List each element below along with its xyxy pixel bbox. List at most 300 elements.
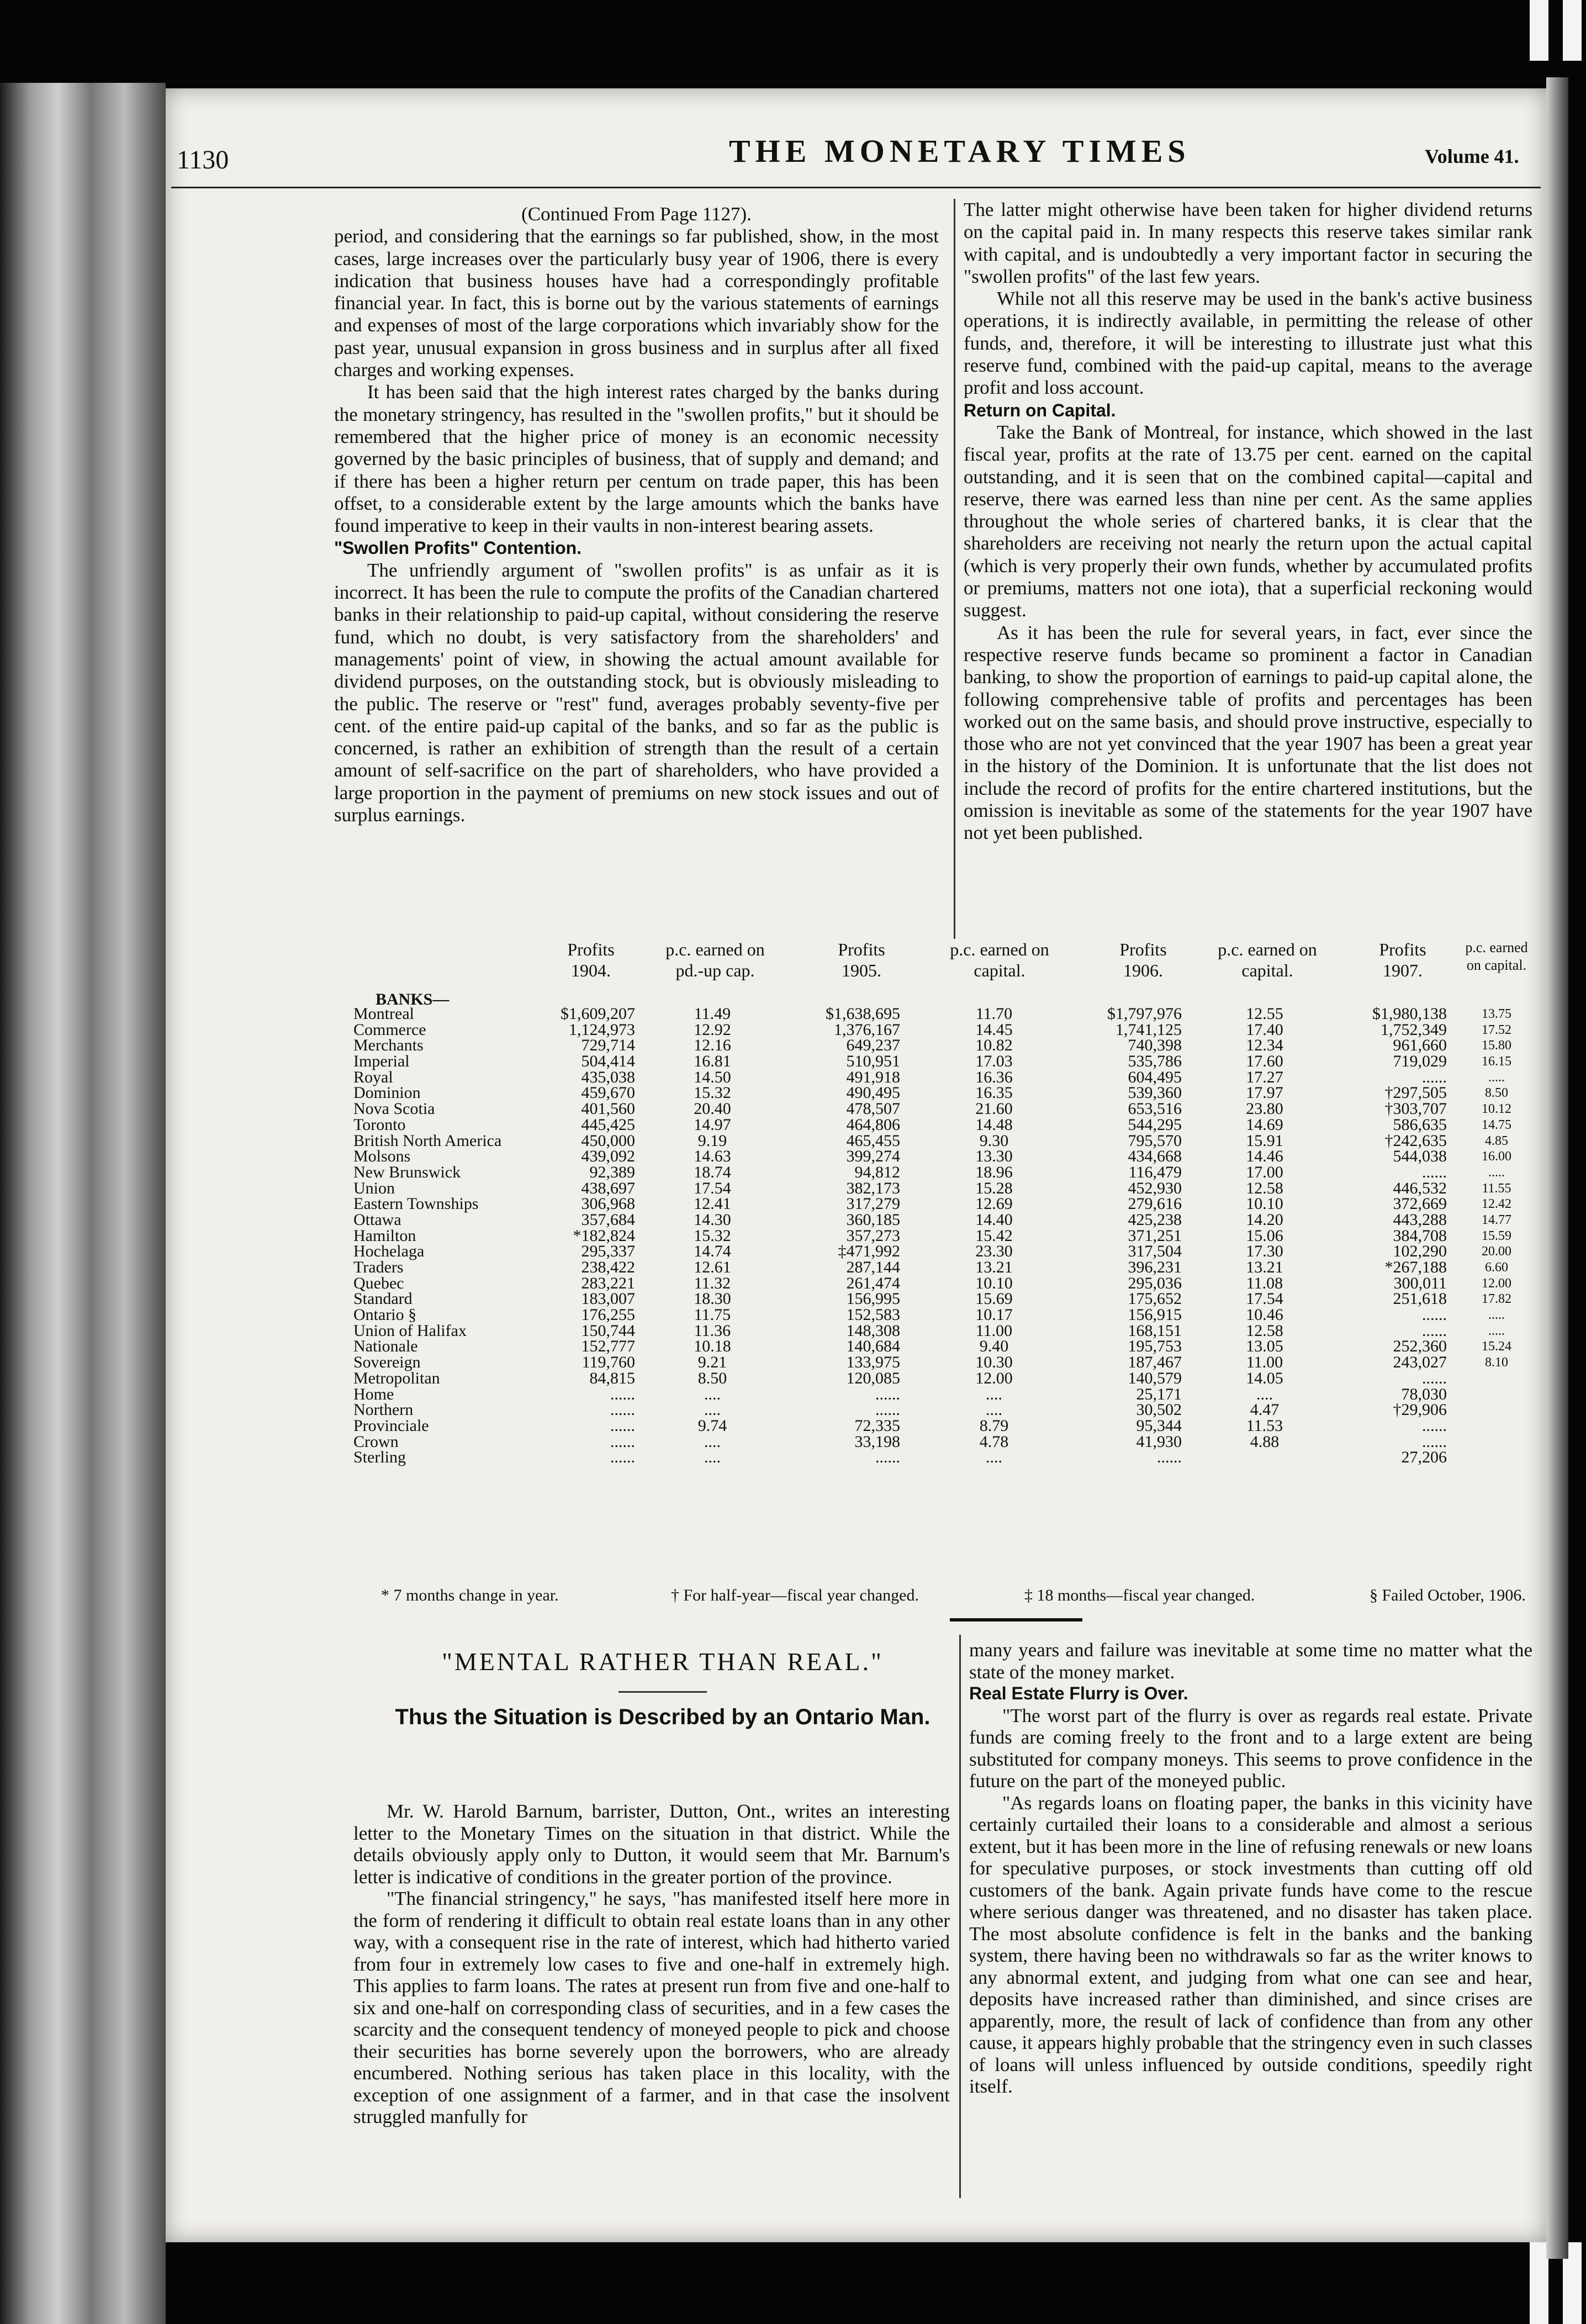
table-cell: 9.30 bbox=[979, 1131, 1009, 1150]
page-edge-shadow bbox=[1546, 77, 1568, 2259]
column-rule bbox=[959, 1635, 961, 2198]
banks-label: BANKS— bbox=[376, 990, 450, 1008]
paragraph: The unfriendly argument of "swollen profits" is as unfair as it is incorrect. It has been the rule to compute the profits of the Canadian chartered banks in their relationship to paid-up capital, without considering the reserve fund, which no doubt, is very satisfactory from the shareholders' and managements' point of view, in showing the actual amount available for dividend purposes, on the outstanding stock, but is obviously misleading to the public. The reserve or "rest" fund, averages probably seventy-five per cent. of the entire paid-up capital of the banks, and so far as the public is concerned, is rather an exhibition of strength than the result of a certain amount of self-sacrifice on the part of shareholders, who have provided a large proportion in the payment of premiums on new stock issues and out of surplus earnings. bbox=[334, 559, 939, 826]
table-cell: 11.55 bbox=[1482, 1181, 1511, 1196]
table-cell: 961,660 bbox=[1393, 1036, 1447, 1055]
table-cell: 13.05 bbox=[1246, 1337, 1283, 1356]
table-cell: 102,290 bbox=[1393, 1242, 1447, 1261]
table-cell: 4.78 bbox=[979, 1432, 1009, 1451]
table-cell: 183,007 bbox=[581, 1290, 635, 1308]
table-cell: 535,786 bbox=[1128, 1052, 1182, 1071]
table-cell: 452,930 bbox=[1128, 1179, 1182, 1197]
table-cell: 16.15 bbox=[1482, 1054, 1511, 1069]
table-cell: ...... bbox=[610, 1448, 635, 1467]
table-cell: 4.47 bbox=[1250, 1401, 1280, 1419]
table-cell: ...... bbox=[1422, 1163, 1447, 1181]
paragraph: The latter might otherwise have been taken for higher dividend returns on the capital paid in. In many respects this reserve takes similar rank with capital, and is undoubtedly a very important factor in securing the "swollen profits" of the last few years. bbox=[964, 199, 1532, 287]
table-cell: 357,684 bbox=[581, 1210, 635, 1229]
table-cell: 1,752,349 bbox=[1381, 1020, 1447, 1039]
table-cell: 357,273 bbox=[846, 1226, 900, 1245]
paragraph: As it has been the rule for several years, in fact, ever since the respective reserve funds became so prominent a factor in Canadian banking, to show the proportion of earnings to paid-up capital alone, the following comprehensive table of profits and percentages has been worked out on the same basis, and should prove instructive, especially to those who are not yet convinced that the year 1907 has been a great year in the history of the Dominion. It is unfortunate that the list does not include the record of profits for the entire chartered institutions, but the omission is inevitable as some of the statements for the year 1907 have not yet been published. bbox=[964, 621, 1532, 844]
table-cell: 15.69 bbox=[975, 1290, 1013, 1308]
table-cell: 13.21 bbox=[1246, 1258, 1283, 1276]
table-cell: 13.30 bbox=[975, 1147, 1013, 1166]
table-cell: Metropolitan bbox=[353, 1369, 440, 1387]
table-cell: 17.82 bbox=[1482, 1292, 1511, 1307]
table-cell: British North America bbox=[353, 1131, 502, 1150]
table-cell: 92,389 bbox=[589, 1163, 635, 1181]
table-cell: 504,414 bbox=[581, 1052, 635, 1071]
table-header: Profits 1907. bbox=[1379, 939, 1426, 980]
table-cell: 9.21 bbox=[697, 1353, 727, 1372]
table-column-pc-1907 bbox=[1463, 1006, 1530, 1466]
table-cell: 10.30 bbox=[975, 1353, 1013, 1372]
ornament-divider bbox=[950, 1618, 1082, 1621]
table-cell: Montreal bbox=[353, 1005, 414, 1023]
table-cell: 12.92 bbox=[694, 1020, 731, 1039]
left-column bbox=[334, 203, 939, 826]
table-cell: 195,753 bbox=[1128, 1337, 1182, 1356]
scanner-binding-strip bbox=[0, 83, 166, 2324]
table-cell: 10.82 bbox=[975, 1036, 1013, 1055]
table-cell: 12.61 bbox=[694, 1258, 731, 1276]
table-cell: 15.32 bbox=[694, 1226, 731, 1245]
table-cell: .... bbox=[704, 1448, 721, 1467]
table-cell: †297,505 bbox=[1384, 1084, 1447, 1102]
table-cell: 12.55 bbox=[1246, 1005, 1283, 1023]
table-cell: 21.60 bbox=[975, 1100, 1013, 1118]
table-cell: 17.52 bbox=[1482, 1022, 1511, 1037]
table-cell: Crown bbox=[353, 1432, 399, 1451]
table-cell: 14.48 bbox=[975, 1115, 1013, 1134]
table-cell: 17.00 bbox=[1246, 1163, 1283, 1181]
table-cell: Hochelaga bbox=[353, 1242, 425, 1261]
table-cell: 719,029 bbox=[1393, 1052, 1447, 1071]
table-cell: 14.69 bbox=[1246, 1115, 1283, 1134]
article-right-column bbox=[969, 1639, 1532, 2098]
table-cell: ..... bbox=[1488, 1323, 1505, 1338]
volume-label: Volume 41. bbox=[1425, 145, 1519, 167]
table-cell: Standard bbox=[353, 1290, 413, 1308]
table-cell: Northern bbox=[353, 1401, 414, 1419]
table-cell: 148,308 bbox=[846, 1321, 900, 1340]
table-cell: .... bbox=[1256, 1385, 1273, 1403]
table-cell: 10.46 bbox=[1246, 1306, 1283, 1324]
table-cell: 740,398 bbox=[1128, 1036, 1182, 1055]
table-cell: 133,975 bbox=[846, 1353, 900, 1372]
table-cell: 306,968 bbox=[581, 1195, 635, 1213]
table-cell: ...... bbox=[610, 1416, 635, 1435]
table-cell: 8.79 bbox=[979, 1416, 1009, 1435]
table-cell: 16.81 bbox=[694, 1052, 731, 1071]
table-cell: 13.75 bbox=[1482, 1007, 1511, 1021]
table-cell: 9.19 bbox=[697, 1131, 727, 1150]
table-column-bank bbox=[353, 1006, 552, 1466]
continued-note: (Continued From Page 1127). bbox=[521, 203, 752, 225]
table-cell: Union bbox=[353, 1179, 395, 1197]
table-cell: 279,616 bbox=[1128, 1195, 1182, 1213]
table-cell: 12.58 bbox=[1246, 1321, 1283, 1340]
paragraph: "The worst part of the flurry is over as regards real estate. Private funds are coming freely to the front and to a large extent are being substituted for company moneys. This seems to prove confidence in the future on the part of the moneyed public. bbox=[969, 1704, 1532, 1792]
table-cell: 187,467 bbox=[1128, 1353, 1182, 1372]
table-cell: 14.20 bbox=[1246, 1210, 1283, 1229]
table-cell: 12.41 bbox=[694, 1195, 731, 1213]
table-cell: Provinciale bbox=[353, 1416, 429, 1435]
table-cell: 544,295 bbox=[1128, 1115, 1182, 1134]
table-cell: .... bbox=[986, 1385, 1002, 1403]
table-cell: 14.50 bbox=[694, 1068, 731, 1086]
table-cell: 251,618 bbox=[1393, 1290, 1447, 1308]
table-note: ‡ 18 months—fiscal year changed. bbox=[1024, 1586, 1255, 1604]
table-header: p.c. earned on capital. bbox=[1465, 939, 1528, 973]
table-cell: 371,251 bbox=[1128, 1226, 1182, 1245]
table-cell: Merchants bbox=[353, 1036, 424, 1055]
table-column-pc-1906 bbox=[1220, 1006, 1309, 1466]
table-cell: 539,360 bbox=[1128, 1084, 1182, 1102]
right-column bbox=[964, 199, 1532, 844]
table-cell: 14.45 bbox=[975, 1020, 1013, 1039]
table-cell: 396,231 bbox=[1128, 1258, 1182, 1276]
table-cell: Quebec bbox=[353, 1274, 404, 1292]
table-cell: 438,697 bbox=[581, 1179, 635, 1197]
section-subhead: "Swollen Profits" Contention. bbox=[334, 538, 582, 558]
table-cell: *182,824 bbox=[573, 1226, 635, 1245]
table-cell: 317,504 bbox=[1128, 1242, 1182, 1261]
table-cell: 446,532 bbox=[1393, 1179, 1447, 1197]
table-cell: 14.30 bbox=[694, 1210, 731, 1229]
table-cell: 544,038 bbox=[1393, 1147, 1447, 1166]
table-cell: 23.30 bbox=[975, 1242, 1013, 1261]
table-cell: 16.00 bbox=[1482, 1149, 1511, 1164]
table-cell: 11.53 bbox=[1246, 1416, 1283, 1435]
table-cell: 17.54 bbox=[1246, 1290, 1283, 1308]
table-cell bbox=[1220, 1450, 1309, 1466]
table-header: p.c. earned on pd.-up cap. bbox=[665, 939, 765, 980]
table-cell: 243,027 bbox=[1393, 1353, 1447, 1372]
table-cell: 439,092 bbox=[581, 1147, 635, 1166]
table-cell: 490,495 bbox=[846, 1084, 900, 1102]
table-cell: 283,221 bbox=[581, 1274, 635, 1292]
table-cell: ...... bbox=[610, 1401, 635, 1419]
table-cell: Dominion bbox=[353, 1084, 421, 1102]
table-cell: 18.30 bbox=[694, 1290, 731, 1308]
table-cell: 140,579 bbox=[1128, 1369, 1182, 1387]
table-cell: 464,806 bbox=[846, 1115, 900, 1134]
table-cell: Traders bbox=[353, 1258, 404, 1276]
table-cell: 15.80 bbox=[1482, 1038, 1511, 1053]
table-cell: 11.00 bbox=[975, 1321, 1013, 1340]
table-cell: New Brunswick bbox=[353, 1163, 461, 1181]
table-cell: 15.42 bbox=[975, 1226, 1013, 1245]
table-cell: 729,714 bbox=[581, 1036, 635, 1055]
table-cell: 450,000 bbox=[581, 1131, 635, 1150]
table-cell: 14.77 bbox=[1482, 1212, 1511, 1227]
column-rule bbox=[954, 199, 955, 939]
table-cell: 399,274 bbox=[846, 1147, 900, 1166]
table-cell: 9.40 bbox=[979, 1337, 1009, 1356]
table-cell: Ottawa bbox=[353, 1210, 401, 1229]
table-cell: 491,918 bbox=[846, 1068, 900, 1086]
table-cell: 23.80 bbox=[1246, 1100, 1283, 1118]
table-cell: Royal bbox=[353, 1068, 393, 1086]
table-cell: ..... bbox=[1488, 1165, 1505, 1180]
table-cell: 25,171 bbox=[1136, 1385, 1182, 1403]
table-cell: ...... bbox=[1422, 1321, 1447, 1340]
table-cell: 140,684 bbox=[846, 1337, 900, 1356]
table-cell: 8.50 bbox=[697, 1369, 727, 1387]
table-cell: 295,337 bbox=[581, 1242, 635, 1261]
table-cell: $1,638,695 bbox=[826, 1005, 900, 1023]
table-cell: 12.42 bbox=[1482, 1197, 1511, 1212]
table-cell: ...... bbox=[1422, 1416, 1447, 1435]
table-cell: 401,560 bbox=[581, 1100, 635, 1118]
table-cell: 435,038 bbox=[581, 1068, 635, 1086]
table-cell: Imperial bbox=[353, 1052, 410, 1071]
table-cell: Toronto bbox=[353, 1115, 406, 1134]
section-subhead: Return on Capital. bbox=[964, 400, 1116, 420]
table-cell: 78,030 bbox=[1401, 1385, 1447, 1403]
table-column-profits-1906 bbox=[1088, 1006, 1182, 1466]
table-cell: 12.00 bbox=[1482, 1276, 1511, 1291]
table-cell: Eastern Townships bbox=[353, 1195, 479, 1213]
table-cell: Sovereign bbox=[353, 1353, 421, 1372]
table-cell: 15.28 bbox=[975, 1179, 1013, 1197]
table-cell: 119,760 bbox=[581, 1353, 635, 1372]
table-cell: 317,279 bbox=[846, 1195, 900, 1213]
table-cell: 8.10 bbox=[1485, 1355, 1508, 1370]
table-cell: 434,668 bbox=[1128, 1147, 1182, 1166]
table-cell: 168,151 bbox=[1128, 1321, 1182, 1340]
table-cell: 150,744 bbox=[581, 1321, 635, 1340]
table-cell: 445,425 bbox=[581, 1115, 635, 1134]
table-cell: 41,930 bbox=[1136, 1432, 1182, 1451]
table-cell: 11.00 bbox=[1246, 1353, 1283, 1372]
table-cell: 15.59 bbox=[1482, 1228, 1511, 1243]
table-cell: 14.74 bbox=[694, 1242, 731, 1261]
table-cell: 175,652 bbox=[1128, 1290, 1182, 1308]
table-cell: Sterling bbox=[353, 1448, 406, 1467]
table-cell bbox=[1463, 1387, 1530, 1403]
table-cell: 11.49 bbox=[694, 1005, 731, 1023]
table-cell: 84,815 bbox=[589, 1369, 635, 1387]
table-cell: 30,502 bbox=[1136, 1401, 1182, 1419]
scan-edge-bar bbox=[1530, 2242, 1548, 2324]
table-cell: 238,422 bbox=[581, 1258, 635, 1276]
article-title: "MENTAL RATHER THAN REAL." bbox=[442, 1647, 884, 1676]
table-cell: ...... bbox=[610, 1432, 635, 1451]
table-cell: 10.18 bbox=[694, 1337, 731, 1356]
table-cell: 13.21 bbox=[975, 1258, 1013, 1276]
table-cell: ...... bbox=[875, 1401, 900, 1419]
table-cell: 1,741,125 bbox=[1116, 1020, 1182, 1039]
table-cell: 156,995 bbox=[846, 1290, 900, 1308]
table-cell bbox=[1463, 1434, 1530, 1450]
table-cell: 287,144 bbox=[846, 1258, 900, 1276]
table-cell: 14.46 bbox=[1246, 1147, 1283, 1166]
table-cell: 295,036 bbox=[1128, 1274, 1182, 1292]
table-cell: 12.58 bbox=[1246, 1179, 1283, 1197]
table-cell: 443,288 bbox=[1393, 1210, 1447, 1229]
table-cell: ...... bbox=[1422, 1369, 1447, 1387]
table-cell: .... bbox=[986, 1401, 1002, 1419]
table-cell bbox=[1463, 1450, 1530, 1466]
paragraph: While not all this reserve may be used in the bank's active business operations, it is indirectly available, in permitting the release of other funds, and, therefore, it will be interesting to illustrate just what this reserve fund, combined with the paid-up capital, means to the average profit and loss account. bbox=[964, 288, 1532, 399]
table-cell: 14.97 bbox=[694, 1115, 731, 1134]
table-cell: ...... bbox=[1422, 1306, 1447, 1324]
table-cell: Home bbox=[353, 1385, 394, 1403]
table-cell: 653,516 bbox=[1128, 1100, 1182, 1118]
table-cell: 156,915 bbox=[1128, 1306, 1182, 1324]
table-cell: 382,173 bbox=[846, 1179, 900, 1197]
table-column-profits-1905 bbox=[806, 1006, 900, 1466]
table-cell bbox=[1463, 1418, 1530, 1434]
table-note: † For half-year—fiscal year changed. bbox=[671, 1586, 919, 1604]
scan-edge-bar bbox=[1563, 0, 1582, 61]
section-subhead: Real Estate Flurry is Over. bbox=[969, 1683, 1188, 1703]
table-cell: 152,583 bbox=[846, 1306, 900, 1324]
table-cell bbox=[1463, 1371, 1530, 1387]
table-cell: $1,609,207 bbox=[561, 1005, 635, 1023]
table-cell: 510,951 bbox=[846, 1052, 900, 1071]
table-cell: 12.00 bbox=[975, 1369, 1013, 1387]
table-cell: 15.91 bbox=[1246, 1131, 1283, 1150]
table-cell: 15.24 bbox=[1482, 1339, 1511, 1354]
table-cell: 27,206 bbox=[1401, 1448, 1447, 1467]
table-column-pc-1905 bbox=[950, 1006, 1038, 1466]
table-cell: 95,344 bbox=[1136, 1416, 1182, 1435]
table-cell: 16.35 bbox=[975, 1084, 1013, 1102]
table-cell: 604,495 bbox=[1128, 1068, 1182, 1086]
table-cell: Molsons bbox=[353, 1147, 411, 1166]
table-cell: 4.88 bbox=[1250, 1432, 1280, 1451]
table-cell: 72,335 bbox=[854, 1416, 900, 1435]
paragraph: many years and failure was inevitable at some time no matter what the state of the money market. bbox=[969, 1639, 1532, 1683]
table-cell: ...... bbox=[875, 1448, 900, 1467]
table-header: p.c. earned on capital. bbox=[1218, 939, 1317, 980]
table-cell: †29,906 bbox=[1393, 1401, 1447, 1419]
table-cell: 16.36 bbox=[975, 1068, 1013, 1086]
table-note: * 7 months change in year. bbox=[381, 1586, 559, 1604]
table-cell: 176,255 bbox=[581, 1306, 635, 1324]
table-header: Profits 1906. bbox=[1119, 939, 1167, 980]
table-cell: 795,570 bbox=[1128, 1131, 1182, 1150]
table-cell: Ontario § bbox=[353, 1306, 417, 1324]
title-rule bbox=[618, 1691, 707, 1693]
table-cell: .... bbox=[986, 1448, 1002, 1467]
table-cell: 10.10 bbox=[1246, 1195, 1283, 1213]
table-cell: 372,669 bbox=[1393, 1195, 1447, 1213]
table-cell: 17.30 bbox=[1246, 1242, 1283, 1261]
article-left-column bbox=[353, 1800, 950, 2128]
table-cell: $1,980,138 bbox=[1372, 1005, 1447, 1023]
table-cell: 261,474 bbox=[846, 1274, 900, 1292]
table-cell: Nationale bbox=[353, 1337, 418, 1356]
table-cell: 14.63 bbox=[694, 1147, 731, 1166]
table-cell: 120,085 bbox=[846, 1369, 900, 1387]
table-header: Profits 1905. bbox=[838, 939, 885, 980]
table-cell: 8.50 bbox=[1485, 1086, 1508, 1101]
table-cell: 12.16 bbox=[694, 1036, 731, 1055]
table-cell: 17.27 bbox=[1246, 1068, 1283, 1086]
table-cell: 1,124,973 bbox=[569, 1020, 635, 1039]
table-cell: 11.32 bbox=[694, 1274, 731, 1292]
table-cell: ...... bbox=[1422, 1068, 1447, 1086]
table-cell: 18.96 bbox=[975, 1163, 1013, 1181]
table-cell: 300,011 bbox=[1393, 1274, 1447, 1292]
paragraph: Take the Bank of Montreal, for instance, which showed in the last fiscal year, profits at the rate of 13.75 per cent. earned on the capital outstanding, and it is seen that on the combined capital—capital and reserve, there was earned less than nine per cent. As the same applies throughout the whole series of chartered banks, it is clear that the shareholders are receiving not nearly the return upon the actual capital (which is very properly their own funds, whether by accumulated profits or premiums, matters not one iota), that a superficial reckoning would suggest. bbox=[964, 421, 1532, 621]
table-cell: 384,708 bbox=[1393, 1226, 1447, 1245]
paragraph: Mr. W. Harold Barnum, barrister, Dutton, Ont., writes an interesting letter to the Monetary Times on the situation in that district. While the details obviously apply only to Dutton, it would seem that Mr. Barnum's letter is indicative of conditions in the greater portion of the province. bbox=[353, 1800, 950, 1888]
table-cell: 252,360 bbox=[1393, 1337, 1447, 1356]
table-cell: 14.05 bbox=[1246, 1369, 1283, 1387]
table-cell: ..... bbox=[1488, 1308, 1505, 1323]
table-cell: 4.85 bbox=[1485, 1133, 1508, 1148]
scan-edge-bar bbox=[1530, 0, 1548, 61]
table-cell: 478,507 bbox=[846, 1100, 900, 1118]
table-cell: 459,670 bbox=[581, 1084, 635, 1102]
table-cell: ..... bbox=[1488, 1070, 1505, 1085]
table-cell: 17.40 bbox=[1246, 1020, 1283, 1039]
table-note: § Failed October, 1906. bbox=[1370, 1586, 1526, 1604]
table-cell: Nova Scotia bbox=[353, 1100, 435, 1118]
table-cell: 94,812 bbox=[854, 1163, 900, 1181]
table-cell: 17.60 bbox=[1246, 1052, 1283, 1071]
table-cell: 10.12 bbox=[1482, 1102, 1511, 1117]
table-cell: 10.17 bbox=[975, 1306, 1013, 1324]
table-cell: 425,238 bbox=[1128, 1210, 1182, 1229]
table-cell: †303,707 bbox=[1384, 1100, 1447, 1118]
table-cell: 586,635 bbox=[1393, 1115, 1447, 1134]
table-cell: 1,376,167 bbox=[834, 1020, 900, 1039]
table-cell: 12.69 bbox=[975, 1195, 1013, 1213]
paragraph: "As regards loans on floating paper, the banks in this vicinity have certainly curtailed their loans to a considerable and almost a serious extent, but it has been more in the line of refusing renewals or new loans for speculative purposes, or stock investments than cutting off old customers of the bank. Again private funds have come to the rescue where serious danger was threatened, and no disaster has taken place. The most absolute confidence is felt in the banks and the banking system, there having been no withdrawals so far as the writer knows to any abnormal extent, and judging from what one can see and hear, deposits have increased rather than diminished, and since crises are apparently, more, the result of lack of confidence than from any other cause, it appears highly probable that the stringency even in such classes of loans will unless influenced by outside conditions, speedily right itself. bbox=[969, 1792, 1532, 2097]
table-column-pc-1904 bbox=[668, 1006, 757, 1466]
table-cell: ...... bbox=[610, 1385, 635, 1403]
table-cell: 20.00 bbox=[1482, 1244, 1511, 1259]
table-cell: 14.75 bbox=[1482, 1117, 1511, 1132]
header-rule bbox=[171, 187, 1541, 188]
table-cell: ...... bbox=[875, 1385, 900, 1403]
table-cell: 14.40 bbox=[975, 1210, 1013, 1229]
table-cell: 152,777 bbox=[581, 1337, 635, 1356]
page-number: 1130 bbox=[177, 145, 229, 175]
table-cell: Union of Halifax bbox=[353, 1321, 467, 1340]
table-cell: 10.10 bbox=[975, 1274, 1013, 1292]
table-cell: ...... bbox=[1422, 1432, 1447, 1451]
table-cell: 15.06 bbox=[1246, 1226, 1283, 1245]
table-cell: 649,237 bbox=[846, 1036, 900, 1055]
table-cell: 15.32 bbox=[694, 1084, 731, 1102]
table-cell: ‡471,992 bbox=[838, 1242, 900, 1261]
table-cell: 11.75 bbox=[694, 1306, 731, 1324]
table-header: p.c. earned on capital. bbox=[950, 939, 1049, 980]
table-cell: $1,797,976 bbox=[1107, 1005, 1182, 1023]
table-cell: 116,479 bbox=[1128, 1163, 1182, 1181]
table-cell: ...... bbox=[1157, 1448, 1182, 1467]
table-cell: 33,198 bbox=[854, 1432, 900, 1451]
table-cell: 11.70 bbox=[975, 1005, 1013, 1023]
table-cell: 11.08 bbox=[1246, 1274, 1283, 1292]
table-cell: 17.03 bbox=[975, 1052, 1013, 1071]
table-cell: *267,188 bbox=[1384, 1258, 1447, 1276]
table-cell: 11.36 bbox=[694, 1321, 731, 1340]
table-cell: 20.40 bbox=[694, 1100, 731, 1118]
article-subtitle: Thus the Situation is Described by an Ontario Man. bbox=[395, 1705, 931, 1729]
table-cell: Hamilton bbox=[353, 1226, 416, 1245]
table-column-profits-1904 bbox=[541, 1006, 635, 1466]
table-cell: 360,185 bbox=[846, 1210, 900, 1229]
table-cell: .... bbox=[704, 1385, 721, 1403]
